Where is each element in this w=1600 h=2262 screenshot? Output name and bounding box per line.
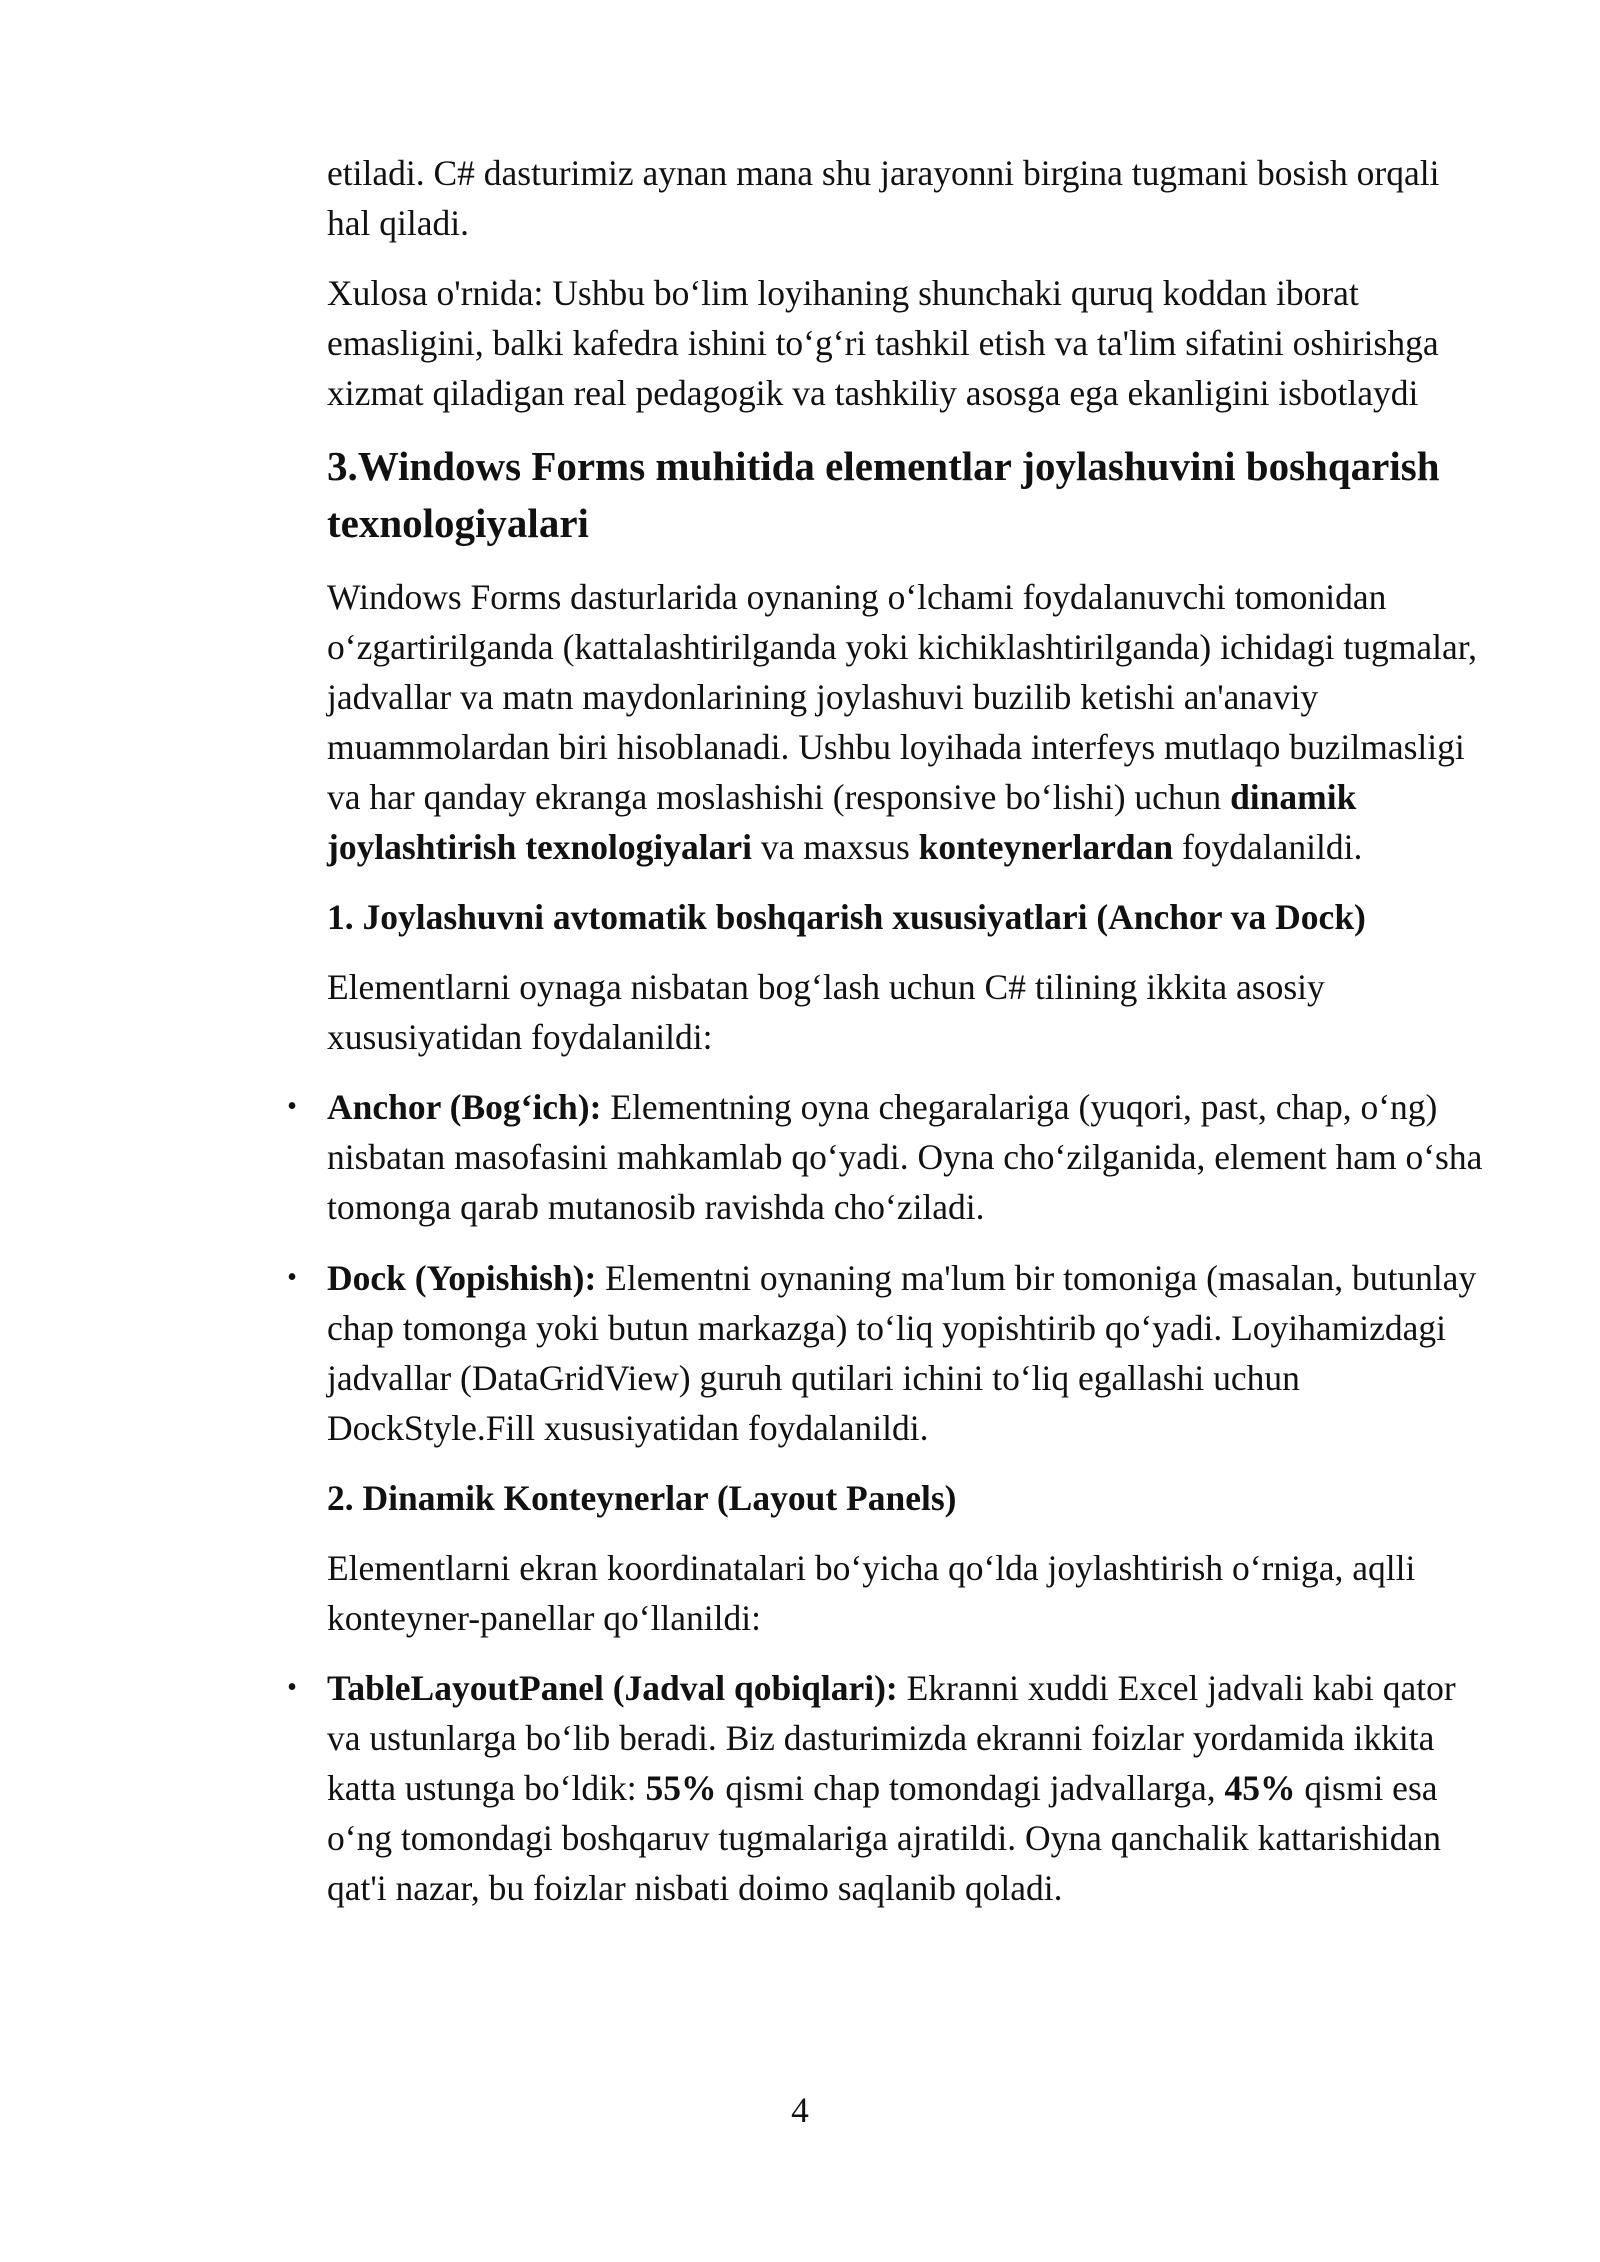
continuation-paragraph: etiladi. C# dasturimiz aynan mana shu jarayonni birgina tugmani bosish orqali hal qiladi. [327, 153, 1440, 243]
list-item-text: qismi esa o‘ng tomondagi boshqaruv tugmalariga ajratildi. Oyna qanchalik kattarishidan qat'i nazar, bu foizlar nisbati doimo saqlanib qoladi. [327, 1768, 1442, 1908]
list-item-tablelayoutpanel [287, 1663, 1487, 1913]
bullet-marker: • [287, 1672, 297, 1703]
intro-text-2: va maxsus [752, 827, 919, 867]
bullet-list-1 [287, 1082, 1487, 1453]
list-item-text: Ekranni xuddi Excel jadvali kabi qator va ustunlarga bo‘lib beradi. Biz dasturimizda ekranni foizlar yordamida ikkita katta ustunga bo‘ldik: [327, 1668, 1456, 1808]
subsection-1-paragraph: Elementlarni oynaga nisbatan bog‘lash uchun C# tilining ikkita asosiy xususiyatidan foydalanildi: [327, 967, 1325, 1057]
intro-text-3: foydalanildi. [1173, 827, 1363, 867]
list-item-text: Elementning oyna chegaralariga (yuqori, past, chap, o‘ng) nisbatan masofasini mahkamlab qo‘yadi. Oyna cho‘zilganida, element ham o‘sha tomonga qarab mutanosib ravishda cho‘ziladi. [327, 1087, 1483, 1227]
list-item-text: qismi chap tomondagi jadvallarga, [716, 1768, 1225, 1808]
subsection-2-paragraph: Elementlarni ekran koordinatalari bo‘yicha qo‘lda joylashtirish o‘rniga, aqlli konteyner-panellar qo‘llanildi: [327, 1548, 1416, 1638]
intro-bold-1: dinamik joylashtirish texnologiyalari [327, 777, 1357, 867]
percent-left: 55% [645, 1768, 717, 1808]
list-item-term: TableLayoutPanel (Jadval qobiqlari): [327, 1668, 898, 1708]
subsection-heading-2: 2. Dinamik Konteynerlar (Layout Panels) [327, 1478, 957, 1518]
bullet-list-2 [287, 1663, 1487, 1913]
page-number: 4 [791, 2090, 809, 2130]
list-item-term: Dock (Yopishish): [327, 1258, 597, 1298]
list-item-term: Anchor (Bog‘ich): [327, 1087, 602, 1127]
list-item-anchor [287, 1082, 1487, 1232]
intro-paragraph [327, 572, 1487, 872]
page-content [287, 148, 1487, 1913]
bullet-marker: • [287, 1091, 297, 1122]
bullet-marker: • [287, 1262, 297, 1293]
subsection-heading-1: 1. Joylashuvni avtomatik boshqarish xususiyatlari (Anchor va Dock) [327, 897, 1366, 937]
list-item-dock [287, 1253, 1487, 1453]
list-item-text: Elementni oynaning ma'lum bir tomoniga (masalan, butunlay chap tomonga yoki butun markazga) to‘liq yopishtirib qo‘yadi. Loyihamizdagi jadvallar (DataGridView) guruh qutilari ichini to‘liq egallashi uchun DockStyle.Fill xususiyatidan foydalanildi. [327, 1258, 1477, 1448]
intro-text-1: Windows Forms dasturlarida oynaning o‘lchami foydalanuvchi tomonidan o‘zgartirilganda (kattalashtirilganda yoki kichiklashtirilganda) ichidagi tugmalar, jadvallar va matn maydonlarining joylashuvi buzilib ketishi an'anaviy muammolardan biri hisoblanadi. Ushbu loyihada interfeys mutlaqo buzilmasligi va har qanday ekranga moslashishi (responsive bo‘lishi) uchun [327, 577, 1477, 817]
section-heading: 3.Windows Forms muhitida elementlar joylashuvini boshqarish texnologiyalari [327, 443, 1440, 546]
percent-right: 45% [1224, 1768, 1296, 1808]
conclusion-paragraph: Xulosa o'rnida: Ushbu bo‘lim loyihaning shunchaki quruq koddan iborat emasligini, balki kafedra ishini to‘g‘ri tashkil etish va ta'lim sifatini oshirishga xizmat qiladigan real pedagogik va tashkiliy asosga ega ekanligini isbotlaydi [327, 273, 1439, 413]
intro-bold-2: konteynerlardan [918, 827, 1174, 867]
